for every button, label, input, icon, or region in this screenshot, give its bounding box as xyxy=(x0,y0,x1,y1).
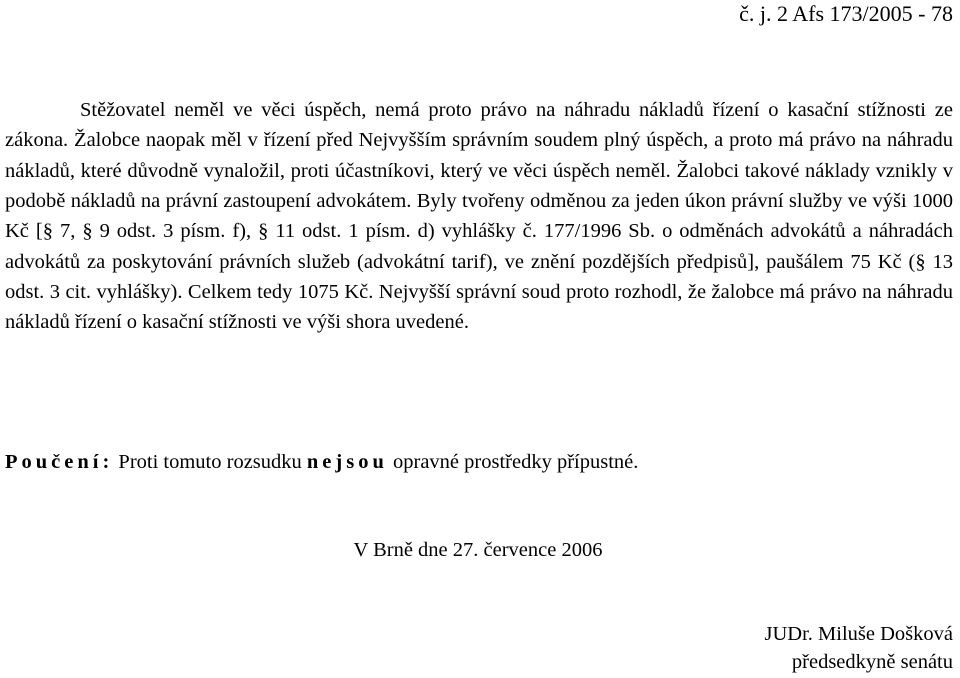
instruction-text-before: Proti tomuto rozsudku xyxy=(113,451,307,473)
judge-name: JUDr. Miluše Došková xyxy=(764,623,953,645)
signature-block xyxy=(765,620,953,676)
instruction-label: Poučení: xyxy=(5,451,114,473)
judge-role: předsedkyně senátu xyxy=(791,651,953,673)
reasoning-paragraph: Stěžovatel neměl ve věci úspěch, nemá proto právo na náhradu nákladů řízení o kasační stížnosti ze zákona. Žalobce naopak měl v řízení před Nejvyšším správním soudem plný úspěch, a proto má právo na náhradu nákladů, které důvodně vynaložil, proti účastníkovi, který ve věci úspěch neměl. Žalobci takové náklady vznikly v podobě nákladů na právní zastoupení advokátem. Byly tvořeny odměnou za jeden úkon právní služby ve výši 1000 Kč [§ 7, § 9 odst. 3 písm. f), § 11 odst. 1 písm. d) vyhlášky č. 177/1996 Sb. o odměnách advokátů a náhradách advokátů za poskytování právních služeb (advokátní tarif), ve znění pozdějších předpisů], paušálem 75 Kč (§ 13 odst. 3 cit. vyhlášky). Celkem tedy 1075 Kč. Nejvyšší správní soud proto rozhodl, že žalobce má právo na náhradu nákladů řízení o kasační stížnosti ve výši shora uvedené. xyxy=(5,99,953,334)
place-date-line xyxy=(0,536,960,564)
place-date: V Brně dne 27. července 2006 xyxy=(353,539,603,561)
case-number: č. j. 2 Afs 173/2005 - 78 xyxy=(739,1,953,26)
legal-instruction xyxy=(5,448,953,476)
instruction-emphasis: nejsou xyxy=(306,451,388,473)
instruction-text-after: opravné prostředky přípustné. xyxy=(387,451,639,473)
